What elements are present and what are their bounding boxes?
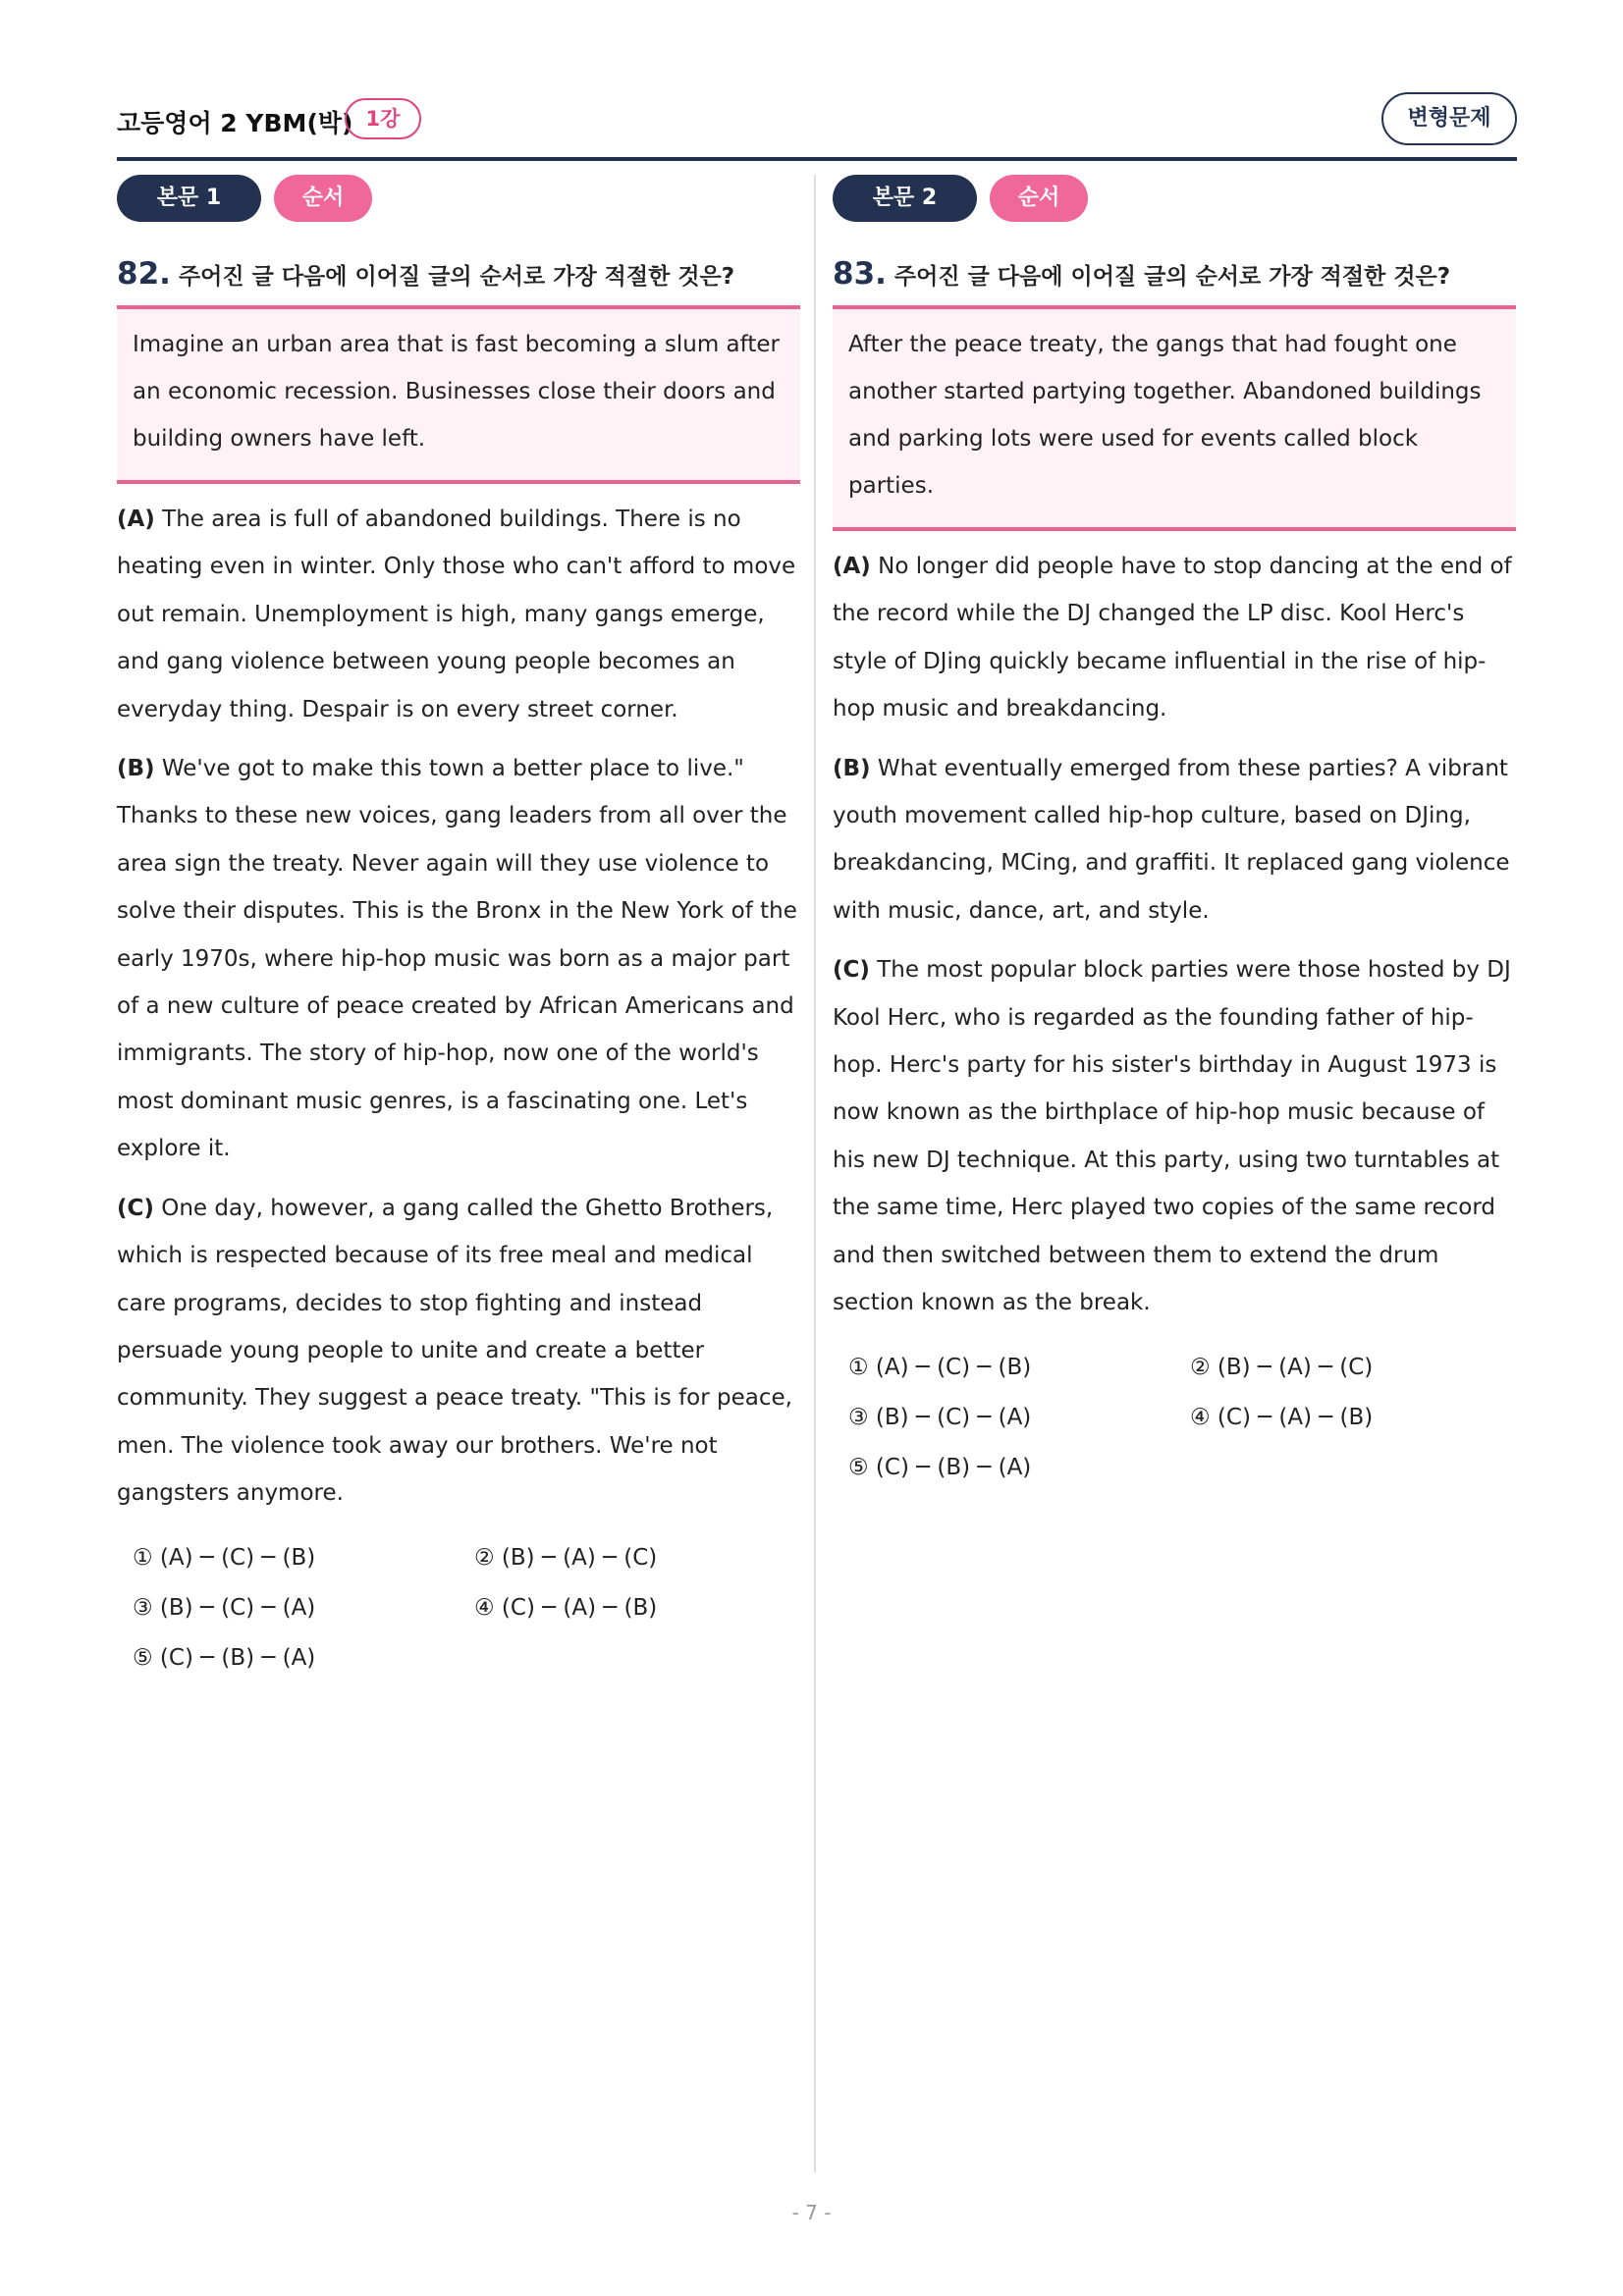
option-1[interactable]: ① (A) ─ (C) ─ (B) — [133, 1544, 316, 1571]
paragraph-text: The area is full of abandoned buildings. There is no heating even in winter. Only those who can't afford to move out remain. Unemployment is high, many gangs emerge, and gang violence between young people becomes an everyday thing. Despair is on every street corner. — [117, 507, 796, 722]
paragraph-text: One day, however, a gang called the Ghetto Brothers, which is respected because of its free meal and medical care programs, decides to stop fighting and instead persuade young people to unite and create a better community. They suggest a peace treaty. "This is for peace, men. The violence took away our brothers. We're not gangsters anymore. — [117, 1195, 792, 1507]
question-number: 83. — [833, 256, 887, 292]
paragraph-a — [833, 543, 1516, 733]
paragraph-label: (C) — [833, 957, 870, 984]
lesson-badge: 1강 — [345, 98, 421, 139]
question-83-column — [833, 175, 1516, 1493]
question-number: 82. — [117, 256, 171, 292]
paragraph-text: The most popular block parties were those hosted by DJ Kool Herc, who is regarded as the founding father of hip-hop. Herc's party for his sister's birthday in August 1973 is now known as the birthplace of hip-hop music because of his new DJ technique. At this party, using two turntables at the same time, Herc played two copies of the same record and then switched between them to extend the drum section known as the break. — [833, 957, 1511, 1316]
intro-passage: Imagine an urban area that is fast becoming a slum after an economic recession. Businesses close their doors and building owners have left. — [117, 309, 800, 484]
option-1[interactable]: ① (A) ─ (C) ─ (B) — [848, 1354, 1032, 1380]
option-4[interactable]: ④ (C) ─ (A) ─ (B) — [474, 1594, 658, 1621]
paragraph-label: (A) — [833, 554, 871, 579]
paragraph-label: (B) — [117, 756, 155, 782]
page-number: - 7 - — [791, 2201, 832, 2224]
question-type-tag: 순서 — [990, 175, 1088, 222]
paragraph-c — [117, 1185, 800, 1518]
option-3[interactable]: ③ (B) ─ (C) ─ (A) — [133, 1594, 316, 1621]
option-2[interactable]: ② (B) ─ (A) ─ (C) — [1190, 1354, 1374, 1380]
paragraph-label: (A) — [117, 507, 155, 532]
section-tags — [833, 175, 1516, 222]
paragraph-text: No longer did people have to stop dancing at the end of the record while the DJ changed the LP disc. Kool Herc's style of DJing quickly became influential in the rise of hip-hop music and breakdancing. — [833, 554, 1512, 722]
option-5[interactable]: ⑤ (C) ─ (B) ─ (A) — [133, 1644, 316, 1671]
question-text: 주어진 글 다음에 이어질 글의 순서로 가장 적절한 것은? — [178, 264, 735, 290]
section-tag: 본문 2 — [833, 175, 977, 222]
section-tag: 본문 1 — [117, 175, 261, 222]
question-type-tag: 순서 — [274, 175, 372, 222]
question-text: 주어진 글 다음에 이어질 글의 순서로 가장 적절한 것은? — [893, 264, 1451, 290]
option-2[interactable]: ② (B) ─ (A) ─ (C) — [474, 1544, 658, 1571]
intro-passage: After the peace treaty, the gangs that had fought one another started partying together. Abandoned buildings and parking lots were used for events called block parties. — [833, 309, 1516, 531]
paragraph-b — [833, 745, 1516, 935]
paragraph-c — [833, 946, 1516, 1326]
paragraph-a — [117, 496, 800, 733]
question-prompt — [833, 256, 1516, 309]
option-5[interactable]: ⑤ (C) ─ (B) ─ (A) — [848, 1454, 1032, 1480]
answer-options — [833, 1343, 1516, 1493]
section-tags — [117, 175, 800, 222]
paragraph-label: (B) — [833, 755, 871, 781]
paragraph-label: (C) — [117, 1195, 154, 1221]
paragraph-text: We've got to make this town a better place to live." Thanks to these new voices, gang leaders from all over the area sign the treaty. Never again will they use violence to solve their disputes. This is the Bronx in the New York of the early 1970s, where hip-hop music was born as a major part of a new culture of peace created by African Americans and immigrants. The story of hip-hop, now one of the world's most dominant music genres, is a fascinating one. Let's explore it. — [117, 756, 797, 1162]
paragraph-b — [117, 745, 800, 1173]
problem-type-badge: 변형문제 — [1381, 92, 1517, 145]
question-82-column — [117, 175, 800, 1683]
page-header — [117, 92, 1517, 161]
option-4[interactable]: ④ (C) ─ (A) ─ (B) — [1190, 1404, 1374, 1430]
question-prompt — [117, 256, 800, 309]
answer-options — [117, 1533, 800, 1683]
option-3[interactable]: ③ (B) ─ (C) ─ (A) — [848, 1404, 1032, 1430]
document-title: 고등영어 2 YBM(박) — [117, 109, 353, 137]
column-divider — [814, 175, 816, 2172]
paragraph-text: What eventually emerged from these parties? A vibrant youth movement called hip-hop culture, based on DJing, breakdancing, MCing, and graffiti. It replaced gang violence with music, dance, art, and style. — [833, 755, 1510, 924]
